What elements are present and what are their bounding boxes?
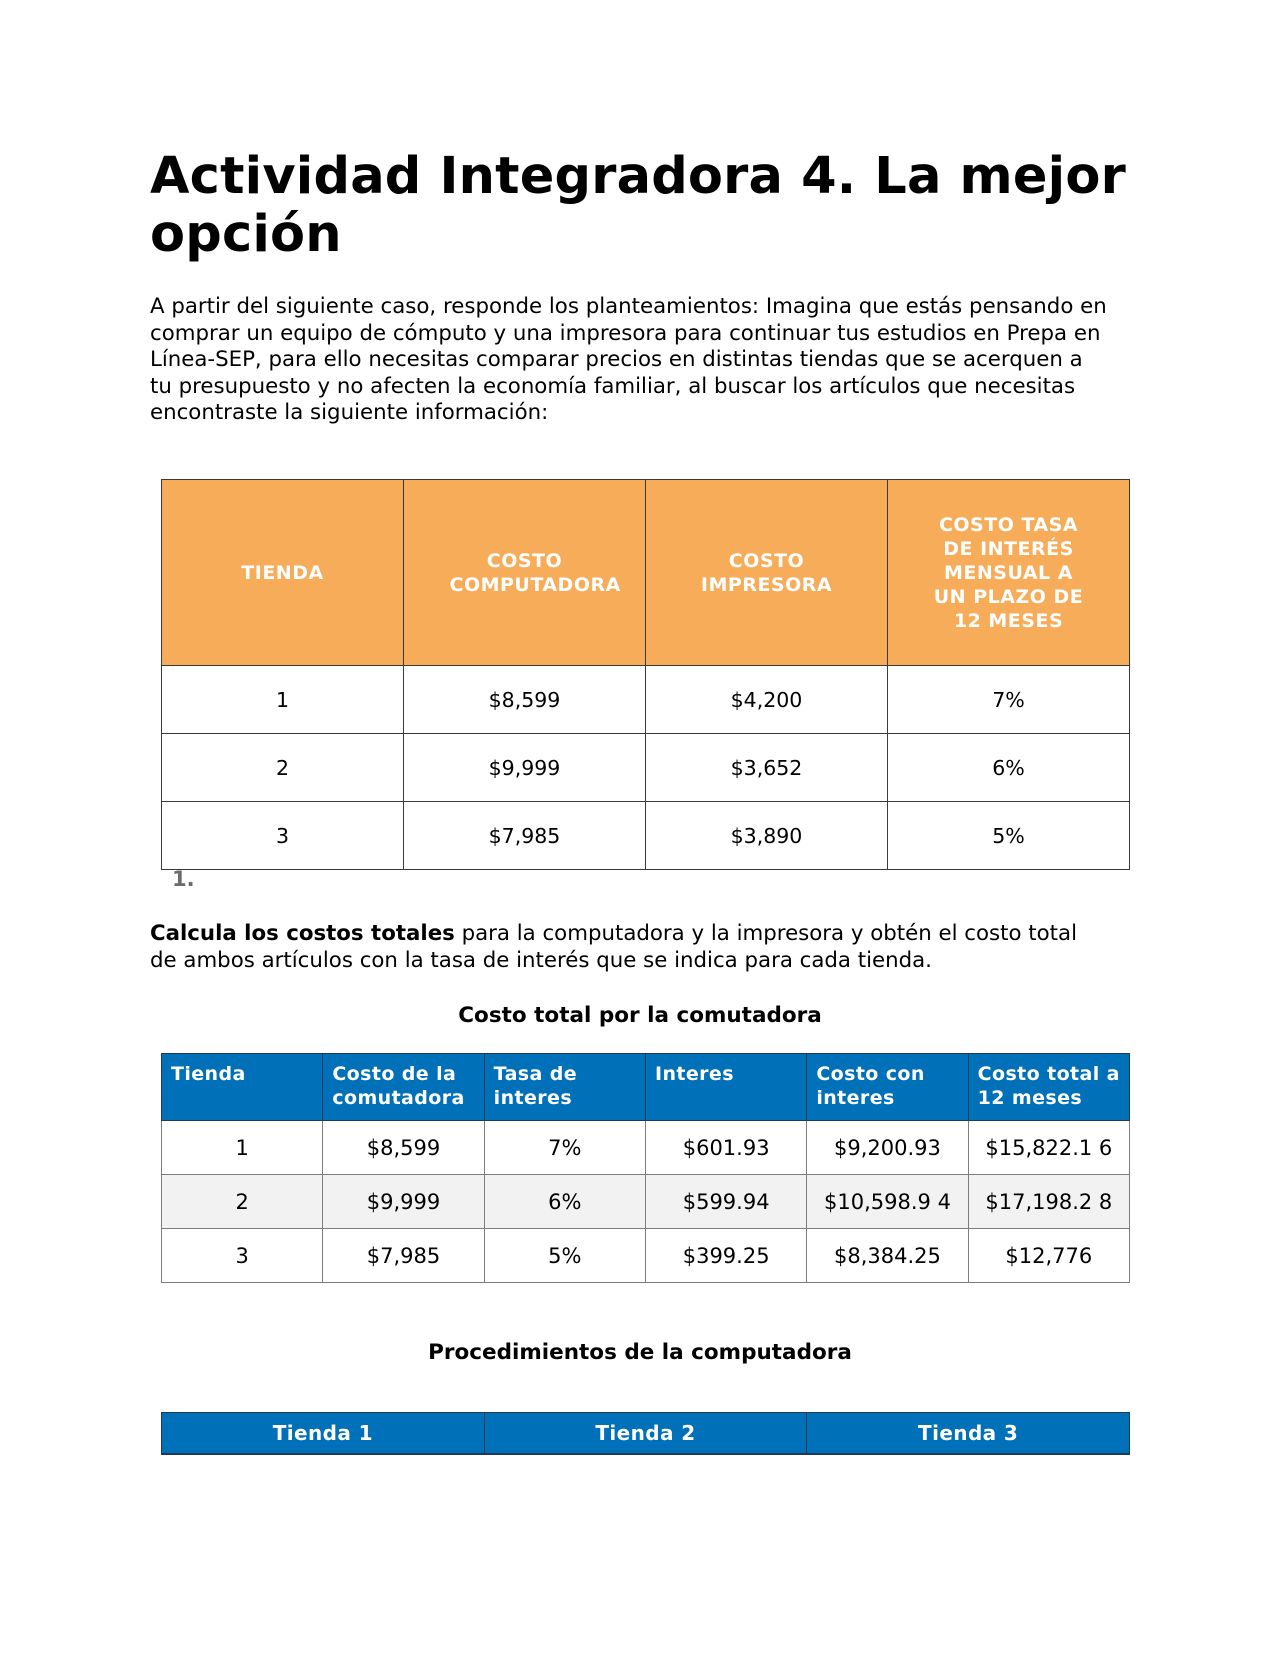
- table-cell: 5%: [484, 1229, 645, 1283]
- table-cell: 6%: [888, 734, 1130, 802]
- header-cell: COSTO IMPRESORA: [646, 480, 888, 666]
- table-cell: $9,200.93: [807, 1121, 968, 1175]
- table-cell: 1: [162, 666, 404, 734]
- stores-table-header: [162, 480, 1130, 666]
- instruction-text: para la computadora y la impresora y obtén el costo total de ambos artículos con la tasa de interés que se indica para cada tienda.: [150, 921, 1077, 973]
- header-cell: Tienda: [162, 1054, 323, 1121]
- instruction-paragraph: [150, 921, 1110, 974]
- table-cell: $10,598.9 4: [807, 1175, 968, 1229]
- header-cell: Tienda 3: [807, 1413, 1130, 1455]
- table-cell: 7%: [888, 666, 1130, 734]
- table-cell: $4,200: [646, 666, 888, 734]
- table-cell: 2: [162, 734, 404, 802]
- header-cell: COSTO COMPUTADORA: [404, 480, 646, 666]
- table-cell: $8,599: [323, 1121, 484, 1175]
- header-cell: Costo con interes: [807, 1054, 968, 1121]
- computer-section-title: Costo total por la comutadora: [458, 1003, 822, 1028]
- procedures-table-header: [162, 1413, 1130, 1455]
- procedures-table: [161, 1412, 1130, 1455]
- procedures-title: Procedimientos de la computadora: [428, 1340, 852, 1365]
- computer-table-header: [162, 1054, 1130, 1121]
- table-cell: $9,999: [404, 734, 646, 802]
- header-cell: TIENDA: [162, 480, 404, 666]
- header-cell: Costo total a 12 meses: [968, 1054, 1129, 1121]
- table-row: [162, 1175, 1130, 1229]
- table-cell: $9,999: [323, 1175, 484, 1229]
- header-cell: Tienda 1: [162, 1413, 485, 1455]
- header-cell: COSTO TASA DE INTERÉS MENSUAL A UN PLAZO DE 12 MESES: [888, 480, 1130, 666]
- document-title: Actividad Integradora 4. La mejor opción: [150, 147, 1126, 264]
- header-cell: Tienda 2: [484, 1413, 807, 1455]
- table-cell: 6%: [484, 1175, 645, 1229]
- header-cell: Costo de la comutadora: [323, 1054, 484, 1121]
- table-cell: $7,985: [404, 802, 646, 870]
- table-cell: $8,384.25: [807, 1229, 968, 1283]
- table-row: [162, 666, 1130, 734]
- table-cell: 2: [162, 1175, 323, 1229]
- computer-cost-table: [161, 1053, 1130, 1283]
- header-cell: Tasa de interes: [484, 1054, 645, 1121]
- document-page: [150, 147, 1130, 1445]
- intro-paragraph: A partir del siguiente caso, responde los planteamientos: Imagina que estás pensando en comprar un equipo de cómputo y una impresora para continuar tus estudios en Prepa en Línea-SEP, para ello necesitas comparar precios en distintas tiendas que se acerquen a tu presupuesto y no afecten la economía familiar, al buscar los artículos que necesitas encontraste la siguiente información:: [150, 294, 1107, 425]
- table-cell: $599.94: [645, 1175, 806, 1229]
- table-cell: $399.25: [645, 1229, 806, 1283]
- table-cell: 5%: [888, 802, 1130, 870]
- table-cell: $12,776: [968, 1229, 1129, 1283]
- table-row: [162, 1229, 1130, 1283]
- table-cell: $17,198.2 8: [968, 1175, 1129, 1229]
- table-cell: $601.93: [645, 1121, 806, 1175]
- table-cell: $3,890: [646, 802, 888, 870]
- table-cell: $3,652: [646, 734, 888, 802]
- table-row: [162, 802, 1130, 870]
- table-cell: 3: [162, 802, 404, 870]
- table-row: [162, 734, 1130, 802]
- header-cell: Interes: [645, 1054, 806, 1121]
- table-cell: 7%: [484, 1121, 645, 1175]
- table-cell: $8,599: [404, 666, 646, 734]
- table-cell: $15,822.1 6: [968, 1121, 1129, 1175]
- table-cell: 3: [162, 1229, 323, 1283]
- table-row: [162, 1121, 1130, 1175]
- table-cell: $7,985: [323, 1229, 484, 1283]
- stores-table: [161, 479, 1130, 870]
- list-number-marker: 1.: [172, 867, 195, 891]
- instruction-bold: Calcula los costos totales: [150, 921, 455, 946]
- table-cell: 1: [162, 1121, 323, 1175]
